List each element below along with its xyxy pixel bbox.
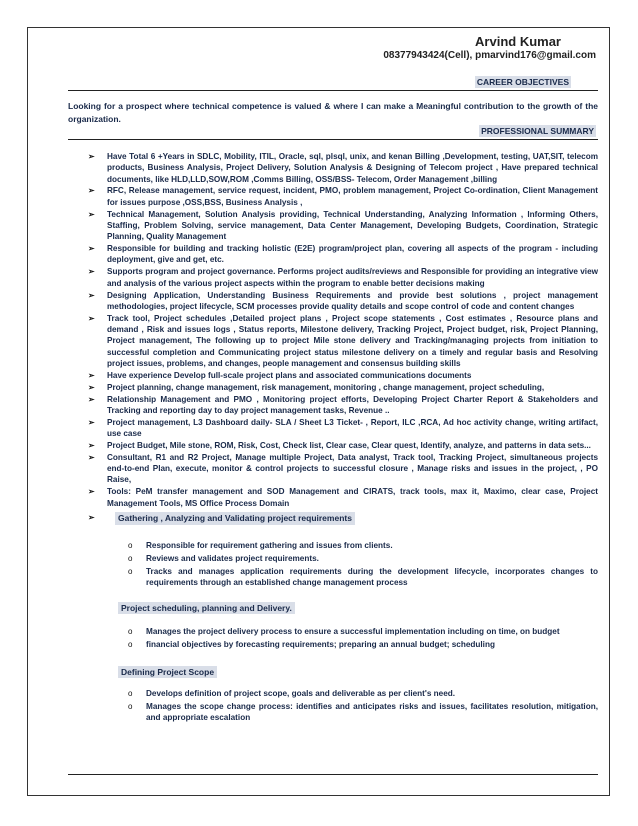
gathering-list [128,540,598,590]
summary-item-text: Tools: PeM transfer management and SOD Management and CIRATS, track tools, max it, Maximo, clear case, Project Management Tools, MS Office Process Domain [107,487,598,508]
sub-item [128,626,598,637]
summary-item-text: Relationship Management and PMO , Monitoring project efforts, Developing Project Charter Report & Stakeholders and Tracking and reporting day to day project management tasks, Revenue .. [107,394,598,415]
summary-item [88,370,598,381]
scope-heading: Defining Project Scope [118,666,217,678]
career-objectives-heading: CAREER OBJECTIVES [476,77,569,87]
circle-bullet-icon: o [128,541,133,550]
summary-item-text: Track tool, Project schedules ,Detailed project plans , Project scope statements , Cost estimates , Resource plans and demand , Risk and issues logs , Status reports, Milestone delivery, Tracking Project, Project budget, risk, Project Planning, Project management, The following up to project Mile stone delivery and Tracking/managing projects from initiation to successful completion and Communicating project status milestone delivery on a timely and regular basis and Resolving project issues, problems, and changes, people management and consensus building skills [107,313,598,368]
sub-item [128,639,598,650]
circle-bullet-icon: o [128,701,133,711]
scheduling-section [118,598,598,616]
circle-bullet-icon: o [128,689,133,698]
summary-item [88,266,598,289]
summary-item [88,394,598,417]
summary-item [88,185,598,208]
arrow-bullet-icon: ➢ [88,267,95,277]
sub-item [128,553,598,564]
summary-item-text: Consultant, R1 and R2 Project, Manage multiple Project, Data analyst, Track tool, Tracking Project, simultaneous projects end-to-end Plan, execute, monitor & control projects to successful closure , Manage risks and issues in the project, , PO Raise, [107,452,598,485]
sub-item-text: Responsible for requirement gathering and issues from clients. [146,541,393,550]
sub-item-text: Manages the scope change process: identifies and anticipates risks and issues, facilitates resolution, mitigation, and appropriate escalation [146,701,598,723]
summary-item-gathering [88,512,598,525]
scheduling-list [128,626,598,652]
circle-bullet-icon: o [128,566,133,576]
sub-item-text: Reviews and validates project requirements. [146,553,319,563]
summary-item-text: RFC, Release management, service request, incident, PMO, problem management, Project Co-ordination, Client Management for issues purpose ,OSS,BSS, Business Analysis , [107,186,598,207]
sub-item [128,566,598,589]
arrow-bullet-icon: ➢ [88,152,95,161]
sub-item [128,701,598,724]
summary-item-text: Project planning, change management, risk management, monitoring , change management, project scheduling, [107,382,545,392]
section-divider [68,90,598,91]
arrow-bullet-icon: ➢ [88,452,95,462]
arrow-bullet-icon: ➢ [88,417,95,427]
summary-item-text: Have Total 6 +Years in SDLC, Mobility, ITIL, Oracle, sql, plsql, unix, and kenan Billing ,Development, testing, UAT,SIT, telecom products, Business Analysis, Project Delivery, Solution Analysis & Designing of Telecom project , Have prepared technical documents, like HLD,LLD,SOW,ROM ,Comms Billing, OSS/BSS- Telecom, Order Management ,billing [107,152,598,184]
summary-item [88,440,598,451]
summary-item [88,452,598,486]
professional-summary-heading: PROFESSIONAL SUMMARY [481,126,594,136]
sub-item [128,688,598,699]
summary-item-text: Responsible for building and tracking holistic (E2E) program/project plan, covering all aspects of the program - including deployment, give and get, etc. [107,244,598,265]
summary-item [88,209,598,243]
career-objective-text: Looking for a prospect where technical competence is valued & where I can make a Meaningful contribution to the growth of the organization. [68,101,598,124]
summary-item-text: Designing Application, Understanding Business Requirements and provide best solutions , project management methodologies, project lifecycle, SCM processes provide quality details and scope control of code and content changes [107,290,598,311]
sub-item-text: Develops definition of project scope, goals and deliverable as per client's need. [146,689,456,698]
summary-item-text: Supports program and project governance. Performs project audits/reviews and Responsible for providing an integrative view and analysis of the various project aspects within the program to enable better decisions making [107,267,598,288]
summary-item [88,382,598,393]
summary-item [88,486,598,509]
arrow-bullet-icon: ➢ [88,382,95,392]
contact-info: 08377943424(Cell), pmarvind176@gmail.com [383,50,596,61]
summary-item [88,243,598,266]
circle-bullet-icon: o [128,627,133,636]
scope-section [118,662,598,680]
arrow-bullet-icon: ➢ [88,440,95,450]
sub-item [128,540,598,551]
arrow-bullet-icon: ➢ [88,394,95,404]
sub-item-text: Tracks and manages application requirements during the development lifecycle, incorporates changes to requirements through an established change management process [146,566,598,587]
summary-item [88,417,598,440]
arrow-bullet-icon: ➢ [88,370,95,380]
circle-bullet-icon: o [128,639,133,649]
gathering-heading: Gathering , Analyzing and Validating project requirements [115,512,355,525]
summary-item-text: Have experience Develop full-scale project plans and associated communications documents [107,370,472,380]
summary-item-text: Technical Management, Solution Analysis providing, Technical Understanding, Analyzing Information , Informing Others, Staffing, Problem Solving, service management, Data Center Management, Developing Budgets, Coordination, Strategic Planning, Quality Management [107,209,598,242]
scheduling-heading: Project scheduling, planning and Delivery. [118,602,295,614]
sub-item-text: financial objectives by forecasting requirements; preparing an annual budget; scheduling [146,639,495,649]
summary-item [88,151,598,185]
professional-summary-list [88,151,598,526]
arrow-bullet-icon: ➢ [88,186,95,196]
bottom-divider [68,774,598,775]
arrow-bullet-icon: ➢ [88,209,95,219]
scope-list [128,688,598,725]
section-divider [68,139,598,140]
summary-item [88,313,598,369]
arrow-bullet-icon: ➢ [88,290,95,300]
arrow-bullet-icon: ➢ [88,512,95,522]
sub-item-text: Manages the project delivery process to ensure a successful implementation including on time, on budget [146,627,560,636]
candidate-name: Arvind Kumar [475,34,561,49]
arrow-bullet-icon: ➢ [88,313,95,323]
arrow-bullet-icon: ➢ [88,244,95,254]
circle-bullet-icon: o [128,553,133,563]
summary-item-text: Project Budget, Mile stone, ROM, Risk, Cost, Check list, Clear case, Clear quest, Identify, analyze, and patterns in data sets... [107,440,591,450]
summary-item-text: Project management, L3 Dashboard daily- SLA / Sheet L3 Ticket- , Report, ILC ,RCA, Ad hoc activity change, writing artifact, use case [107,417,598,439]
summary-item [88,290,598,313]
arrow-bullet-icon: ➢ [88,487,95,497]
